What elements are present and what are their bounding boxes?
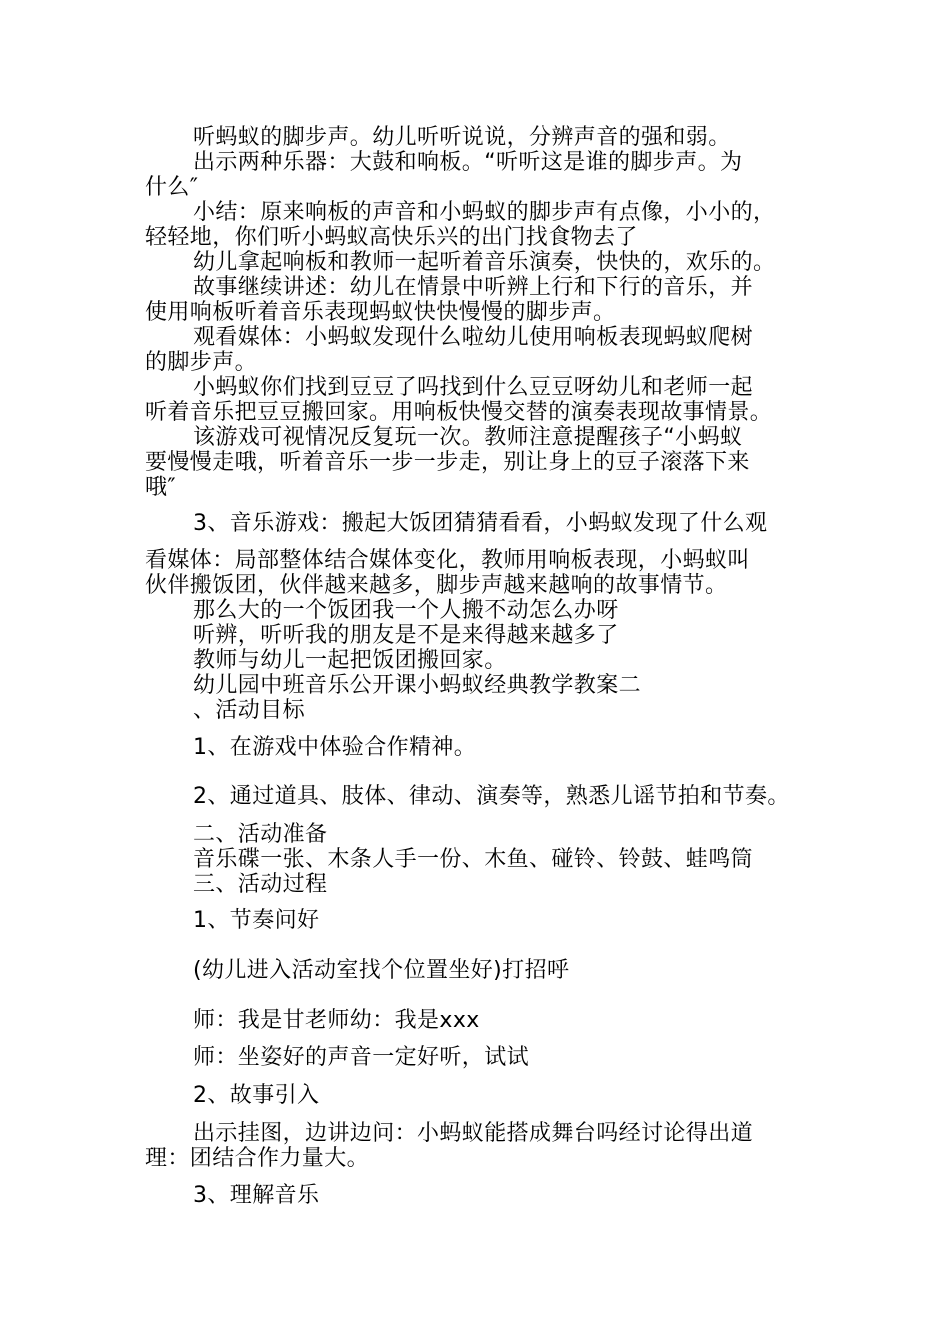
text-line: (幼儿进入活动室找个位置坐好)打招呼 <box>193 958 570 983</box>
section-title: 幼儿园中班音乐公开课小蚂蚁经典教学教案二 <box>193 673 642 698</box>
text-line: 幼儿拿起响板和教师一起听着音乐演奏，快快的，欢乐的。 <box>193 250 776 275</box>
text-line: 的脚步声。 <box>145 350 258 375</box>
text-line: 听辨，听听我的朋友是不是来得越来越多了 <box>193 623 619 648</box>
text-line: 那么大的一个饭团我一个人搬不动怎么办呀 <box>193 598 619 623</box>
text-line: 哦″ <box>145 475 177 500</box>
section-heading: 二、活动准备 <box>193 822 328 847</box>
list-item: 2、通过道具、肢体、律动、演奏等，熟悉儿谣节拍和节奏。 <box>193 784 790 809</box>
text-line: 师：我是甘老师幼：我是xxx <box>193 1008 480 1033</box>
text-line: 音乐碟一张、木条人手一份、木鱼、碰铃、铃鼓、蛙鸣筒 <box>193 847 754 872</box>
text-line: 什么″ <box>145 175 199 200</box>
text-line: 教师与幼儿一起把饭团搬回家。 <box>193 648 507 673</box>
text-line: 轻轻地，你们听小蚂蚁高快乐兴的出门找食物去了 <box>145 225 638 250</box>
text-line: 听着音乐把豆豆搬回家。用响板快慢交替的演奏表现故事情景。 <box>145 400 773 425</box>
text-line: 要慢慢走哦，听着音乐一步一步走，别让身上的豆子滚落下来 <box>145 450 750 475</box>
text-line: 出示挂图，边讲边问：小蚂蚁能搭成舞台吗经讨论得出道 <box>193 1121 754 1146</box>
text-line: 听蚂蚁的脚步声。幼儿听听说说，分辨声音的强和弱。 <box>193 125 731 150</box>
text-line: 3、音乐游戏：搬起大饭团猜猜看看，小蚂蚁发现了什么观 <box>193 511 768 536</box>
text-line: 观看媒体：小蚂蚁发现什么啦幼儿使用响板表现蚂蚁爬树 <box>193 325 754 350</box>
text-line: 小蚂蚁你们找到豆豆了吗找到什么豆豆呀幼儿和老师一起 <box>193 375 754 400</box>
list-item: 1、节奏问好 <box>193 908 320 933</box>
text-line: 使用响板听着音乐表现蚂蚁快快慢慢的脚步声。 <box>145 300 616 325</box>
text-line: 出示两种乐器：大鼓和响板。“听听这是谁的脚步声。为 <box>193 150 743 175</box>
text-line: 师：坐姿好的声音一定好听，试试 <box>193 1045 530 1070</box>
text-line: 小结：原来响板的声音和小蚂蚁的脚步声有点像，小小的， <box>193 200 776 225</box>
list-item: 3、理解音乐 <box>193 1183 320 1208</box>
text-line: 故事继续讲述：幼儿在情景中听辨上行和下行的音乐，并 <box>193 275 754 300</box>
list-item: 1、在游戏中体验合作精神。 <box>193 735 477 760</box>
text-line: 该游戏可视情况反复玩一次。教师注意提醒孩子“小蚂蚁 <box>193 425 743 450</box>
list-item: 2、故事引入 <box>193 1083 320 1108</box>
section-heading: 、活动目标 <box>193 698 306 723</box>
section-heading: 三、活动过程 <box>193 872 328 897</box>
text-line: 伙伴搬饭团，伙伴越来越多，脚步声越来越响的故事情节。 <box>145 573 728 598</box>
text-line: 看媒体：局部整体结合媒体变化，教师用响板表现，小蚂蚁叫 <box>145 548 750 573</box>
text-line: 理：团结合作力量大。 <box>145 1146 370 1171</box>
